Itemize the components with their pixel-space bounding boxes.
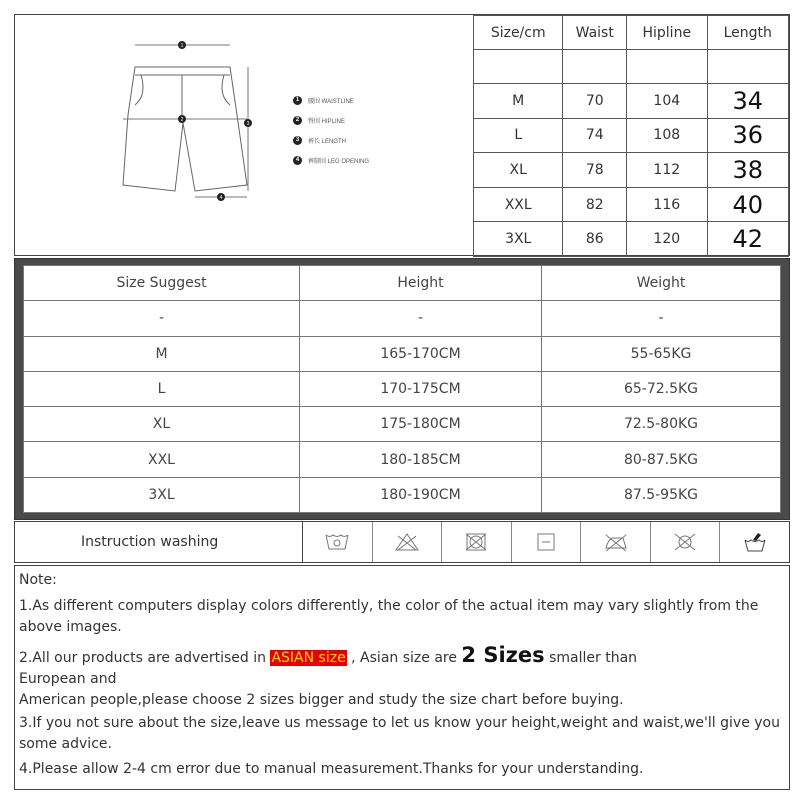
cell-size: 3XL xyxy=(24,477,300,512)
measurement-legend xyxy=(293,90,369,170)
note-1: 1.As different computers display colors differently, the color of the actual item may vary slightly from the above images. xyxy=(19,598,759,635)
table-row xyxy=(474,222,789,257)
cell-hip: 108 xyxy=(627,118,707,153)
cell-length: 34 xyxy=(707,84,788,119)
cell-weight: 80-87.5KG xyxy=(542,442,781,477)
cell-waist: 82 xyxy=(563,187,627,222)
cell-weight: 55-65KG xyxy=(542,336,781,371)
note-2-text-c: smaller than xyxy=(549,650,638,666)
header-hipline: Hipline xyxy=(627,16,707,50)
cell-waist: 74 xyxy=(563,118,627,153)
cell-size: L xyxy=(24,371,300,406)
notes-title: Note: xyxy=(19,572,57,588)
table-row xyxy=(474,187,789,222)
cell-size: XXL xyxy=(474,187,563,222)
cell-waist: 86 xyxy=(563,222,627,257)
header-size: Size/cm xyxy=(474,16,563,50)
no-tumble-dry-icon xyxy=(442,522,512,562)
marker-1-label: 1 xyxy=(180,43,184,49)
header-weight: Weight xyxy=(542,266,781,301)
cell-size: XL xyxy=(474,153,563,188)
note-2-line-2: European and xyxy=(19,671,117,687)
cell-size: - xyxy=(24,301,300,336)
legend-item-length xyxy=(293,130,369,150)
cell-height: - xyxy=(300,301,542,336)
wash-30-icon xyxy=(303,522,373,562)
asian-size-highlight: ASIAN size xyxy=(271,650,346,666)
table-row xyxy=(474,84,789,119)
shorts-measurement-diagram xyxy=(15,15,473,255)
cell-height: 165-170CM xyxy=(300,336,542,371)
legend-text: 臀围 HIPLINE xyxy=(308,118,346,125)
table-row xyxy=(24,407,781,442)
cell-weight: 87.5-95KG xyxy=(542,477,781,512)
legend-item-waistline xyxy=(293,90,369,110)
legend-num: 3 xyxy=(293,136,302,145)
marker-2-label: 2 xyxy=(180,117,184,123)
legend-text: 裤长 LENGTH xyxy=(308,138,347,145)
hand-wash-icon xyxy=(720,522,789,562)
cell-waist: 78 xyxy=(563,153,627,188)
cell-height: 175-180CM xyxy=(300,407,542,442)
header-length: Length xyxy=(707,16,788,50)
cell-hip: 104 xyxy=(627,84,707,119)
cell-hip: 116 xyxy=(627,187,707,222)
suggest-header xyxy=(24,266,781,301)
two-sizes-emphasis: 2 Sizes xyxy=(461,643,545,667)
no-bleach-icon xyxy=(373,522,443,562)
legend-num: 1 xyxy=(293,96,302,105)
washing-label: Instruction washing xyxy=(15,522,303,562)
table-row xyxy=(24,301,781,336)
table-row xyxy=(24,336,781,371)
size-chart-section xyxy=(14,14,790,256)
cell-height: 180-190CM xyxy=(300,477,542,512)
legend-text: 裤脚围 LEG OPENING xyxy=(308,158,370,165)
washing-instructions xyxy=(14,521,790,563)
cell-size: XL xyxy=(24,407,300,442)
cell-weight: 72.5-80KG xyxy=(542,407,781,442)
size-chart-header xyxy=(474,16,789,50)
cell-length: 36 xyxy=(707,118,788,153)
notes-section xyxy=(14,565,790,790)
dry-flat-icon xyxy=(512,522,582,562)
cell-weight: 65-72.5KG xyxy=(542,371,781,406)
header-waist: Waist xyxy=(563,16,627,50)
cell-length: 38 xyxy=(707,153,788,188)
size-suggest-table xyxy=(23,265,781,513)
cell-length: 42 xyxy=(707,222,788,257)
legend-text: 腰围 WAISTLINE xyxy=(308,98,354,105)
cell-weight: - xyxy=(542,301,781,336)
cell-height: 170-175CM xyxy=(300,371,542,406)
table-row xyxy=(24,442,781,477)
table-row-blank xyxy=(474,50,789,84)
table-row xyxy=(474,118,789,153)
no-dry-clean-icon xyxy=(651,522,721,562)
cell-length: 40 xyxy=(707,187,788,222)
note-2-line-3: American people,please choose 2 sizes bigger and study the size chart before buying. xyxy=(19,692,624,708)
table-row xyxy=(24,477,781,512)
cell-size: XXL xyxy=(24,442,300,477)
cell-waist: 70 xyxy=(563,84,627,119)
legend-num: 2 xyxy=(293,116,302,125)
note-4: 4.Please allow 2-4 cm error due to manual measurement.Thanks for your understanding. xyxy=(19,761,644,777)
table-row xyxy=(474,153,789,188)
size-suggest-section xyxy=(14,258,790,520)
shorts-outline xyxy=(123,67,247,191)
cell-size: M xyxy=(474,84,563,119)
cell-hip: 112 xyxy=(627,153,707,188)
shorts-diagram xyxy=(15,15,473,255)
marker-3-label: 3 xyxy=(246,121,250,127)
legend-item-leg-opening xyxy=(293,150,369,170)
legend-num: 4 xyxy=(293,156,302,165)
legend-item-hipline xyxy=(293,110,369,130)
note-2-text-a: 2.All our products are advertised in xyxy=(19,650,266,666)
cell-size: M xyxy=(24,336,300,371)
cell-size: L xyxy=(474,118,563,153)
marker-4-label: 4 xyxy=(219,195,223,201)
header-size-suggest: Size Suggest xyxy=(24,266,300,301)
note-3: 3.If you not sure about the size,leave us message to let us know your height,weight and waist,we'll give you some advice. xyxy=(19,715,780,752)
note-2 xyxy=(19,645,785,669)
cell-hip: 120 xyxy=(627,222,707,257)
size-chart-table xyxy=(473,15,789,257)
cell-height: 180-185CM xyxy=(300,442,542,477)
note-2-text-b: , Asian size are xyxy=(351,650,457,666)
cell-size: 3XL xyxy=(474,222,563,257)
header-height: Height xyxy=(300,266,542,301)
no-iron-icon xyxy=(581,522,651,562)
table-row xyxy=(24,371,781,406)
